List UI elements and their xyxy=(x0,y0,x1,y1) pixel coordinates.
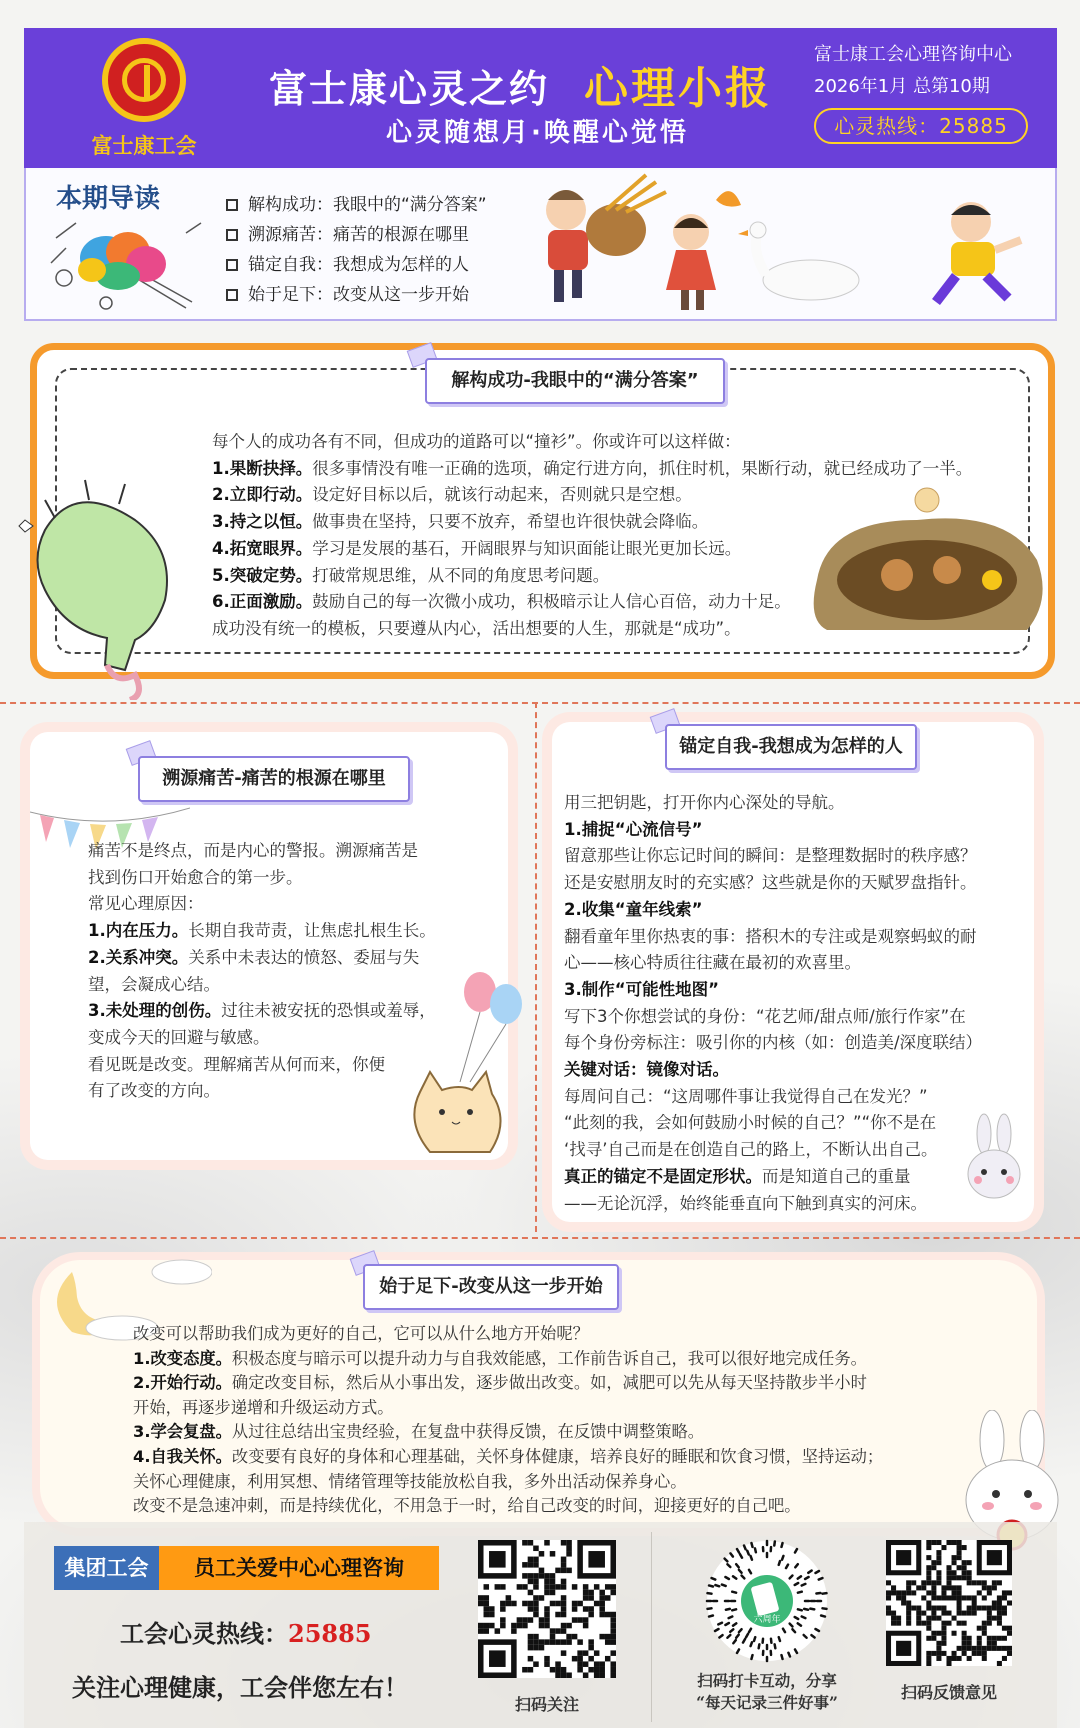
text-line: 1.果断抉择。很多事情没有唯一正确的选项，确定行进方向，抓住时机，果断行动，就已经成功了一半。 xyxy=(212,458,973,478)
table-of-contents-strip xyxy=(24,168,1057,321)
qr-caption-follow: 扫码关注 xyxy=(514,1695,579,1714)
section-title-change: 始于足下-改变从这一步开始 xyxy=(363,1264,619,1310)
section-success-card xyxy=(30,343,1055,679)
text-line: 常见心理原因： xyxy=(88,894,204,914)
footer-divider xyxy=(651,1532,652,1722)
mini-program-badge: 六周年 xyxy=(753,1615,781,1625)
text-line: 望，会凝成心结。 xyxy=(88,974,220,994)
checkbox-square-icon xyxy=(226,199,238,211)
text-line: 3.制作“可能性地图” xyxy=(564,979,719,999)
lightbulb-balloon-icon xyxy=(15,470,205,700)
checkbox-square-icon xyxy=(226,289,238,301)
text-line: 真正的锚定不是固定形状。而是知道自己的重量 xyxy=(564,1166,911,1186)
text-line: 5.突破定势。打破常规思维，从不同的角度思考问题。 xyxy=(212,565,610,585)
issue-info: 2026年1月 总第10期 xyxy=(814,76,990,97)
text-line: 写下3个你想尝试的身份：“花艺师/甜点师/旅行作家”在 xyxy=(564,1006,966,1026)
qr-code-feedback-icon[interactable] xyxy=(886,1540,1012,1666)
text-line: 成功没有统一的模板，只要遵从内心，活出想要的人生，那就是“成功”。 xyxy=(212,618,741,638)
text-line: 心——核心特质往往藏在最初的欢喜里。 xyxy=(564,953,861,973)
text-line: 2.关系冲突。关系中未表达的愤怒、委屈与失 xyxy=(88,947,420,967)
text-line: ‘找寻’自己而是在创造自己的路上，不断认出自己。 xyxy=(564,1140,938,1160)
text-line: 1.内在压力。长期自我苛责，让焦虑扎根生长。 xyxy=(88,921,436,941)
text-line: 6.正面激励。鼓励自己的每一次微小成功，积极暗示让人信心百倍，动力十足。 xyxy=(212,592,791,612)
section-title-success: 解构成功-我眼中的“满分答案” xyxy=(425,358,725,404)
text-line: 变成今天的回避与敏感。 xyxy=(88,1027,270,1047)
footer-hotline: 工会心灵热线：25885 xyxy=(120,1619,372,1648)
dashed-divider xyxy=(0,702,1080,704)
text-line: 4.拓宽眼界。学习是发展的基石，开阔眼界与知识面能让眼光更加长远。 xyxy=(212,538,742,558)
text-line: 改变可以帮助我们成为更好的自己，它可以从什么地方开始呢？ xyxy=(133,1324,589,1343)
text-line: ——无论沉浮，始终能垂直向下触到真实的河床。 xyxy=(564,1193,927,1213)
checkbox-square-icon xyxy=(226,229,238,241)
newsletter-title-highlight: 心理小报 xyxy=(584,63,772,114)
section-change-card xyxy=(40,1260,1037,1528)
toc-title: 本期导读 xyxy=(56,184,161,214)
section-self-card xyxy=(552,722,1034,1222)
text-line: 4.自我关怀。改变要有良好的身体和心理基础，关怀身体健康，培养良好的睡眠和饮食习惯，坚持运动； xyxy=(133,1446,884,1466)
text-line: 开始，再逐步递增和升级运动方式。 xyxy=(133,1397,394,1417)
footer xyxy=(24,1522,1057,1728)
checkbox-square-icon xyxy=(226,259,238,271)
text-line: 改变不是急速冲刺，而是持续优化，不用急于一时，给自己改变的时间，迎接更好的自己吧。 xyxy=(133,1496,801,1516)
section-title-self: 锚定自我-我想成为怎样的人 xyxy=(665,724,917,770)
header-banner xyxy=(24,28,1057,168)
qr-code-follow-icon[interactable] xyxy=(478,1540,616,1678)
text-line: 每个人的成功各有不同，但成功的道路可以“撞衫”。你或许可以这样做： xyxy=(212,432,741,451)
text-line: 1.捕捉“心流信号” xyxy=(564,819,703,839)
text-line: 1.改变态度。积极态度与暗示可以提升动力与自我效能感，工作前告诉自己，我可以很好地完成任务。 xyxy=(133,1348,867,1368)
text-line: “此刻的我，会如何鼓励小时候的自己？”“你不是在 xyxy=(564,1113,937,1133)
section-change-body xyxy=(133,1322,973,1519)
newsletter-title: 富士康心灵之约 xyxy=(269,67,550,111)
newsletter-subtitle: 心灵随想月·唤醒心觉悟 xyxy=(386,118,689,148)
footer-slogan: 关注心理健康，工会伴您左右！ xyxy=(72,1673,408,1702)
organization-name: 富士康工会心理咨询中心 xyxy=(814,44,1012,65)
text-line: 还是安慰朋友时的充实感？这些就是你的天赋罗盘指针。 xyxy=(564,873,977,893)
union-logo xyxy=(84,38,197,158)
text-line: 留意那些让你忘记时间的瞬间：是整理数据时的秩序感？ xyxy=(564,846,977,866)
text-line: 每个身份旁标注：吸引你的内核（如：创造美/深度联结） xyxy=(564,1033,983,1053)
section-pain-card xyxy=(30,732,508,1160)
hotline-number: 25885 xyxy=(288,1619,372,1648)
qr-caption-feedback: 扫码反馈意见 xyxy=(900,1683,997,1702)
text-line: 2.收集“童年线索” xyxy=(564,899,703,919)
text-line: 每周问自己：“这周哪件事让我觉得自己在发光？” xyxy=(564,1086,928,1106)
bunny-icon xyxy=(964,1112,1024,1202)
toc-item: 始于足下：改变从这一步开始 xyxy=(226,280,487,310)
footer-tag-union: 集团工会 xyxy=(54,1546,159,1590)
footer-tag-care-center: 员工关爱中心心理咨询 xyxy=(159,1546,439,1590)
text-line: 3.学会复盘。从过往总结出宝贵经验，在复盘中获得反馈，在反馈中调整策略。 xyxy=(133,1422,705,1442)
toc-item: 解构成功：我眼中的“满分答案” xyxy=(226,190,487,220)
burrow-illustration xyxy=(807,480,1057,660)
text-line: 关怀心理健康，利用冥想、情绪管理等技能放松自我，多外出活动保养身心。 xyxy=(133,1471,687,1491)
logo-text: 富士康工会 xyxy=(91,134,197,158)
toc-item: 溯源痛苦：痛苦的根源在哪里 xyxy=(226,220,487,250)
text-line: 3.未处理的创伤。过往未被安抚的恐惧或羞辱， xyxy=(88,1001,436,1021)
text-line: 看见既是改变。理解痛苦从何而来，你便 xyxy=(88,1054,385,1074)
qr-caption-checkin: 扫码打卡互动，分享 “每天记录三件好事” xyxy=(696,1671,838,1712)
children-illustration xyxy=(526,170,1046,318)
text-line: 3.持之以恒。做事贵在坚持，只要不放弃，希望也许很快就会降临。 xyxy=(212,512,709,532)
dashed-divider xyxy=(0,1237,1080,1239)
text-line: 翻看童年里你热衷的事：搭积木的专注或是观察蚂蚁的耐 xyxy=(564,926,977,946)
text-line: 找到伤口开始愈合的第一步。 xyxy=(88,867,303,887)
hotline-badge: 心灵热线：25885 xyxy=(814,108,1028,144)
text-line: 2.立即行动。设定好目标以后，就该行动起来，否则就只是空想。 xyxy=(212,485,692,505)
text-line: 关键对话：镜像对话。 xyxy=(564,1060,729,1080)
brain-doodle-icon xyxy=(46,218,206,313)
mini-program-code-icon[interactable] xyxy=(704,1538,830,1664)
toc-item: 锚定自我：我想成为怎样的人 xyxy=(226,250,487,280)
text-line: 用三把钥匙，打开你内心深处的导航。 xyxy=(564,793,845,812)
section-title-pain: 溯源痛苦-痛苦的根源在哪里 xyxy=(138,756,410,802)
cat-balloon-icon xyxy=(400,962,540,1162)
text-line: 2.开始行动。确定改变目标，然后从小事出发，逐步做出改变。如，减肥可以先从每天坚持散步半小时 xyxy=(133,1373,867,1393)
text-line: 有了改变的方向。 xyxy=(88,1081,220,1101)
union-emblem-icon xyxy=(102,38,186,122)
toc-list xyxy=(226,190,487,310)
text-line: 痛苦不是终点，而是内心的警报。溯源痛苦是 xyxy=(88,841,418,860)
